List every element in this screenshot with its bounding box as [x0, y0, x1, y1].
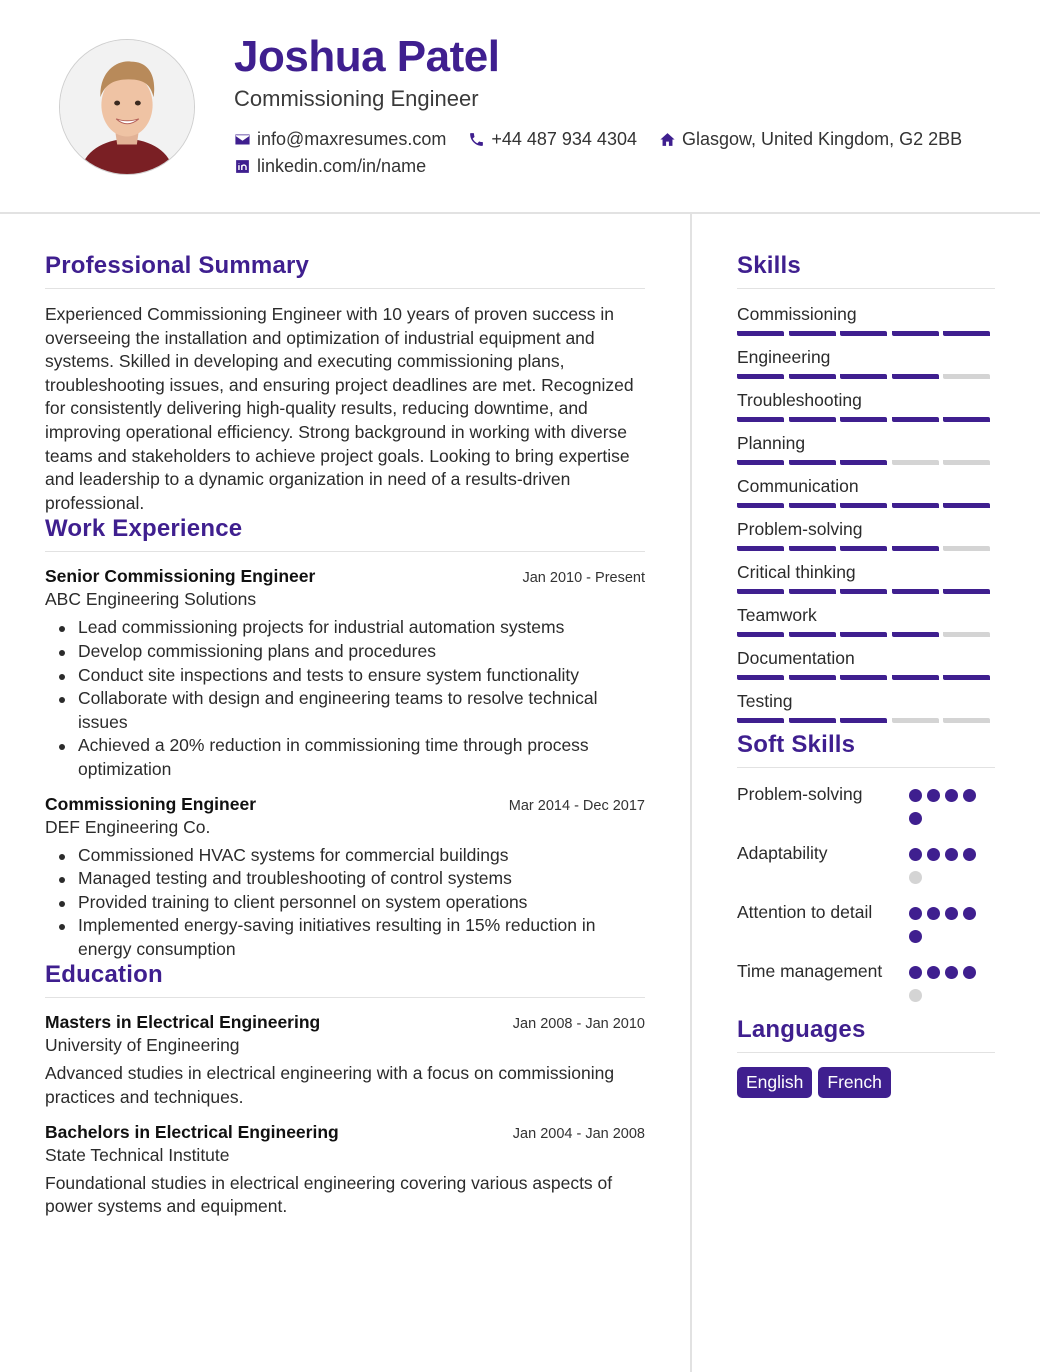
person-portrait-icon — [60, 40, 194, 174]
soft-skill-name: Problem-solving — [737, 784, 863, 804]
soft-skill-name: Attention to detail — [737, 902, 873, 922]
skill-level-bar — [737, 331, 995, 336]
contact-email[interactable] — [234, 129, 446, 150]
skill-name: Commissioning — [737, 304, 857, 324]
rating-dot — [909, 930, 922, 943]
phone-icon — [468, 131, 485, 148]
soft-skill-rating — [909, 959, 995, 1012]
rating-dot — [945, 789, 958, 802]
summary-heading: Professional Summary — [45, 254, 645, 289]
skill-level-segment — [943, 331, 990, 336]
rating-dot — [909, 989, 922, 1002]
skill-level-segment — [737, 589, 784, 594]
skill-name: Critical thinking — [737, 562, 856, 582]
candidate-name: Joshua Patel — [234, 32, 500, 81]
skill-level-segment — [892, 331, 939, 336]
skill-name: Planning — [737, 433, 806, 453]
soft-skill-name: Adaptability — [737, 843, 828, 863]
skill-level-segment — [840, 632, 887, 637]
home-icon — [659, 131, 676, 148]
skill-level-bar — [737, 589, 995, 594]
skill-item — [737, 432, 995, 465]
linkedin-icon — [234, 158, 251, 175]
resume-header — [0, 0, 1040, 214]
skill-level-segment — [943, 675, 990, 680]
skill-level-segment — [737, 503, 784, 508]
skill-level-segment — [943, 417, 990, 422]
skill-level-bar — [737, 460, 995, 465]
skill-level-bar — [737, 503, 995, 508]
skill-item — [737, 604, 995, 637]
skill-level-segment — [892, 675, 939, 680]
skill-level-segment — [943, 632, 990, 637]
skill-level-segment — [789, 718, 836, 723]
skill-level-segment — [789, 632, 836, 637]
skill-level-segment — [892, 589, 939, 594]
skill-level-segment — [840, 675, 887, 680]
job-company: ABC Engineering Solutions — [45, 589, 257, 610]
job-company: DEF Engineering Co. — [45, 816, 211, 837]
soft-skill-item — [737, 900, 995, 953]
skill-item — [737, 518, 995, 551]
experience-heading: Work Experience — [45, 517, 645, 552]
skill-level-bar — [737, 675, 995, 680]
skill-level-segment — [737, 417, 784, 422]
skill-level-segment — [892, 460, 939, 465]
summary-text: Experienced Commissioning Engineer with 10 years of proven success in overseeing the installation and optimization of industrial equipment and systems. Skilled in developing and executing commissioning plans, troubleshooting issues, and ensuring project deadlines are met. Recognized for consistently delivering high-quality results, reducing downtime, and improving operational efficiency. Strong background in working with diverse teams and stakeholders to achieve project goals. Looking to bring expertise and leadership to a dynamic organization in need of a results-driven professional. — [45, 304, 634, 513]
skill-level-segment — [840, 331, 887, 336]
rating-dot — [909, 789, 922, 802]
contact-phone[interactable] — [468, 129, 637, 150]
skill-level-segment — [789, 460, 836, 465]
column-divider — [690, 214, 692, 1372]
school-name: University of Engineering — [45, 1035, 240, 1056]
skill-item — [737, 475, 995, 508]
rating-dot — [927, 907, 940, 920]
bullet-item: Collaborate with design and engineering teams to resolve technical issues — [45, 687, 645, 734]
skill-level-segment — [789, 546, 836, 551]
soft-skill-item — [737, 959, 995, 1012]
bullet-item: Implemented energy-saving initiatives resulting in 15% reduction in energy consumption — [45, 914, 645, 961]
skill-level-segment — [737, 546, 784, 551]
contact-linkedin[interactable] — [234, 156, 426, 177]
skill-level-segment — [840, 589, 887, 594]
skill-level-segment — [892, 503, 939, 508]
skill-level-segment — [840, 546, 887, 551]
rating-dot — [927, 848, 940, 861]
skill-level-segment — [892, 718, 939, 723]
soft-skill-name: Time management — [737, 961, 883, 981]
email-text: info@maxresumes.com — [257, 129, 447, 149]
rating-dot — [909, 812, 922, 825]
rating-dot — [927, 789, 940, 802]
skill-level-segment — [737, 632, 784, 637]
education-date: Jan 2004 - Jan 2008 — [512, 1125, 645, 1142]
job-role: Commissioning Engineer — [45, 793, 256, 814]
rating-dot — [963, 789, 976, 802]
skill-level-segment — [943, 374, 990, 379]
language-badge: English — [737, 1067, 812, 1098]
bullet-item: Lead commissioning projects for industrial automation systems — [45, 616, 645, 640]
bullet-item: Achieved a 20% reduction in commissioning time through process optimization — [45, 734, 645, 781]
rating-dot — [945, 907, 958, 920]
main-column — [45, 254, 645, 1219]
skill-level-segment — [943, 589, 990, 594]
skill-item — [737, 346, 995, 379]
skill-level-segment — [737, 718, 784, 723]
skill-name: Teamwork — [737, 605, 817, 625]
job-bullets — [45, 616, 645, 781]
skill-level-segment — [789, 417, 836, 422]
skill-level-segment — [892, 417, 939, 422]
skill-level-segment — [789, 374, 836, 379]
skill-item — [737, 647, 995, 680]
contact-location — [659, 129, 962, 150]
education-heading: Education — [45, 963, 645, 998]
rating-dot — [963, 907, 976, 920]
languages-heading: Languages — [737, 1018, 995, 1053]
skill-level-segment — [943, 503, 990, 508]
rating-dot — [963, 848, 976, 861]
language-badge: French — [818, 1067, 890, 1098]
contact-row-2 — [234, 156, 448, 177]
contact-row — [234, 129, 984, 150]
job-bullets — [45, 844, 645, 962]
skill-name: Communication — [737, 476, 859, 496]
bullet-item: Commissioned HVAC systems for commercial buildings — [45, 844, 645, 868]
job-entry — [45, 794, 645, 962]
sidebar-column — [737, 254, 995, 1098]
education-entry — [45, 1012, 645, 1109]
profile-photo — [59, 39, 195, 175]
rating-dot — [927, 966, 940, 979]
skill-level-segment — [892, 632, 939, 637]
skill-name: Problem-solving — [737, 519, 863, 539]
skill-level-segment — [892, 374, 939, 379]
rating-dot — [909, 871, 922, 884]
skill-level-segment — [840, 374, 887, 379]
education-date: Jan 2008 - Jan 2010 — [512, 1016, 645, 1033]
skill-level-segment — [737, 675, 784, 680]
soft-skill-rating — [909, 841, 995, 894]
skill-level-segment — [737, 331, 784, 336]
bullet-item: Provided training to client personnel on system operations — [45, 891, 645, 915]
job-role: Senior Commissioning Engineer — [45, 566, 316, 587]
skill-level-bar — [737, 417, 995, 422]
bullet-item: Develop commissioning plans and procedures — [45, 640, 645, 664]
skill-level-segment — [943, 718, 990, 723]
skill-item — [737, 561, 995, 594]
soft-skill-item — [737, 782, 995, 835]
skill-name: Engineering — [737, 347, 831, 367]
rating-dot — [909, 966, 922, 979]
skill-level-bar — [737, 546, 995, 551]
skill-level-segment — [789, 675, 836, 680]
phone-text: +44 487 934 4304 — [491, 129, 637, 149]
rating-dot — [909, 907, 922, 920]
skill-level-segment — [737, 460, 784, 465]
education-description: Foundational studies in electrical engineering covering various aspects of power systems and equipment. — [45, 1172, 613, 1217]
skill-level-bar — [737, 718, 995, 723]
envelope-icon — [234, 131, 251, 148]
skill-level-segment — [789, 589, 836, 594]
skills-list — [737, 303, 995, 723]
job-entry — [45, 566, 645, 781]
bullet-item: Conduct site inspections and tests to ensure system functionality — [45, 664, 645, 688]
soft-skill-item — [737, 841, 995, 894]
skills-heading: Skills — [737, 254, 995, 289]
candidate-title: Commissioning Engineer — [234, 86, 479, 111]
skill-level-segment — [840, 417, 887, 422]
school-name: State Technical Institute — [45, 1144, 230, 1165]
languages-list — [737, 1067, 995, 1098]
linkedin-text: linkedin.com/in/name — [257, 156, 427, 176]
skill-level-segment — [840, 718, 887, 723]
skill-level-segment — [737, 374, 784, 379]
skill-level-segment — [840, 503, 887, 508]
skill-level-bar — [737, 632, 995, 637]
degree-name: Masters in Electrical Engineering — [45, 1012, 321, 1033]
job-date: Mar 2014 - Dec 2017 — [508, 797, 645, 814]
degree-name: Bachelors in Electrical Engineering — [45, 1121, 339, 1142]
skill-name: Troubleshooting — [737, 390, 862, 410]
rating-dot — [945, 966, 958, 979]
soft-skill-rating — [909, 782, 995, 835]
soft-skill-rating — [909, 900, 995, 953]
skill-level-segment — [789, 503, 836, 508]
skill-level-segment — [943, 546, 990, 551]
skill-name: Documentation — [737, 648, 855, 668]
rating-dot — [909, 848, 922, 861]
skill-level-bar — [737, 374, 995, 379]
education-entry — [45, 1122, 645, 1219]
rating-dot — [963, 966, 976, 979]
skill-item — [737, 389, 995, 422]
job-date: Jan 2010 - Present — [522, 570, 645, 587]
soft-skills-list — [737, 782, 995, 1012]
education-description: Advanced studies in electrical engineering with a focus on commissioning practices and techniques. — [45, 1063, 615, 1108]
skill-level-segment — [943, 460, 990, 465]
skill-level-segment — [789, 331, 836, 336]
skill-item — [737, 303, 995, 336]
soft-skills-heading: Soft Skills — [737, 733, 995, 768]
location-text: Glasgow, United Kingdom, G2 2BB — [681, 129, 963, 149]
rating-dot — [945, 848, 958, 861]
skill-name: Testing — [737, 691, 793, 711]
bullet-item: Managed testing and troubleshooting of control systems — [45, 867, 645, 891]
skill-level-segment — [840, 460, 887, 465]
skill-level-segment — [892, 546, 939, 551]
skill-item — [737, 690, 995, 723]
